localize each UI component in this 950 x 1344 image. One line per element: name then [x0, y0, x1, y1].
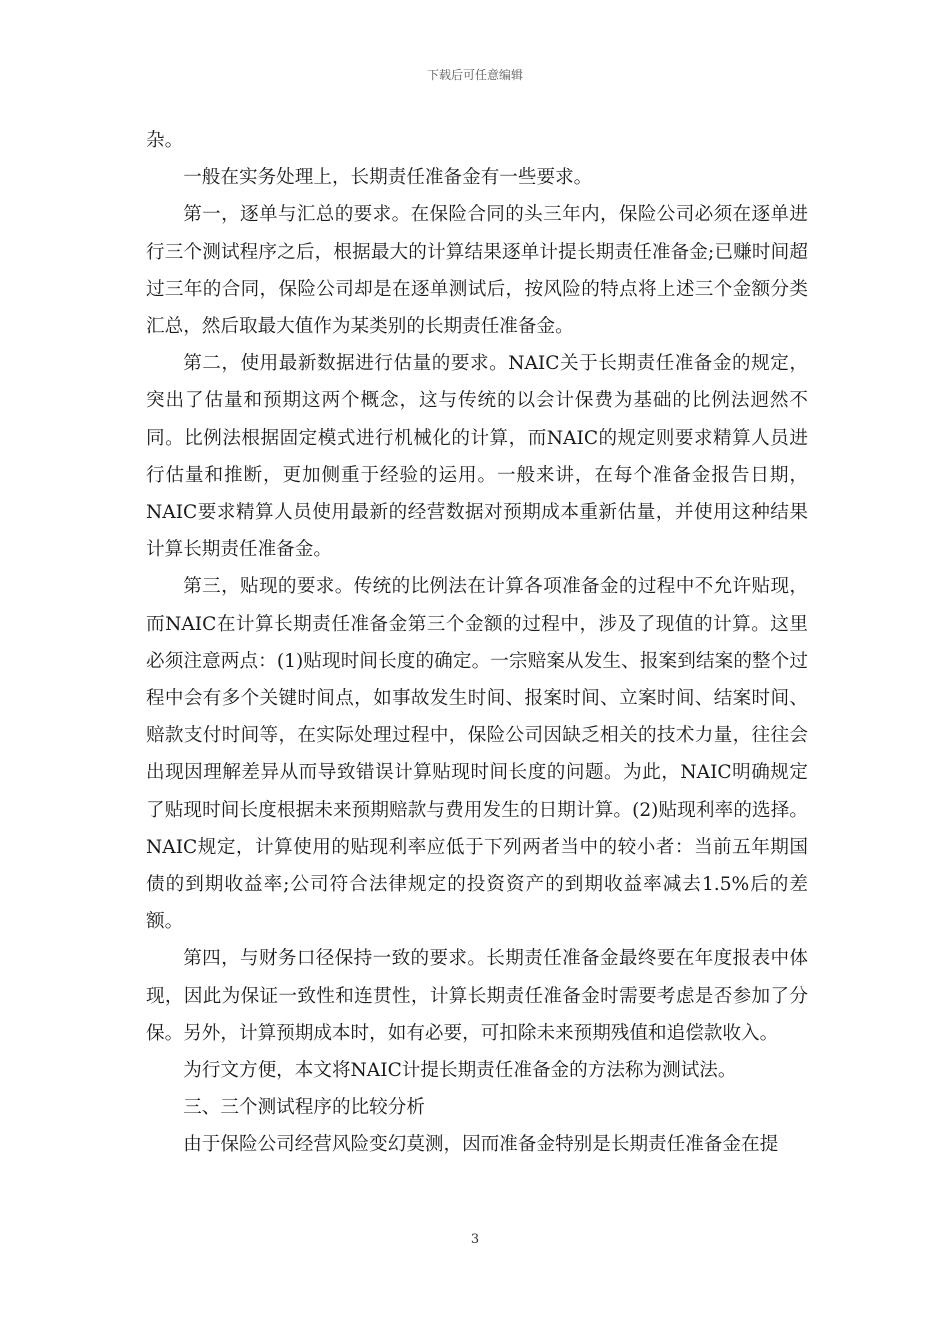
page-header: 下载后可任意编辑 — [426, 68, 523, 82]
document-body — [146, 122, 808, 1164]
page-number: 3 — [470, 1232, 480, 1247]
paragraph-third-requirement: 第三，贴现的要求。传统的比例法在计算各项准备金的过程中不允许贴现，而NAIC在计算长期责任准备金第三个金额的过程中，涉及了现值的计算。这里必须注意两点：(1)贴现时间长度的确定。一宗赔案从发生、报案到结案的整个过程中会有多个关键时间点，如事故发生时间、报案时间、立案时间、结案时间、赔款支付时间等，在实际处理过程中，保险公司因缺乏相关的技术力量，往往会出现因理解差异从而导致错误计算贴现时间长度的问题。为此，NAIC明确规定了贴现时间长度根据未来预期赔款与费用发生的日期计算。(2)贴现利率的选择。NAIC规定，计算使用的贴现利率应低于下列两者当中的较小者：当前五年期国债的到期收益率;公司符合法律规定的投资资产的到期收益率减去1.5%后的差额。 — [146, 576, 808, 933]
paragraph-first-requirement: 第一，逐单与汇总的要求。在保险合同的头三年内，保险公司必须在逐单进行三个测试程序之后，根据最大的计算结果逐单计提长期责任准备金;已赚时间超过三年的合同，保险公司却是在逐单测试后，按风险的特点将上述三个金额分类汇总，然后取最大值作为某类别的长期责任准备金。 — [146, 204, 808, 338]
paragraph-fourth-requirement: 第四，与财务口径保持一致的要求。长期责任准备金最终要在年度报表中体现，因此为保证一致性和连贯性，计算长期责任准备金时需要考虑是否参加了分保。另外，计算预期成本时，如有必要，可扣除未来预期残值和追偿款收入。 — [146, 948, 808, 1044]
paragraph-second-requirement: 第二，使用最新数据进行估量的要求。NAIC关于长期责任准备金的规定，突出了估量和预期这两个概念，这与传统的以会计保费为基础的比例法迥然不同。比例法根据固定模式进行机械化的计算，而NAIC的规定则要求精算人员进行估量和推断，更加侧重于经验的运用。一般来讲，在每个准备金报告日期，NAIC要求精算人员使用最新的经营数据对预期成本重新估量，并使用这种结果计算长期责任准备金。 — [146, 353, 808, 561]
paragraph-continuation: 杂。 — [146, 130, 184, 151]
paragraph-intro: 一般在实务处理上，长期责任准备金有一些要求。 — [183, 167, 593, 189]
paragraph-method-name: 为行文方便，本文将NAIC计提长期责任准备金的方法称为测试法。 — [183, 1060, 737, 1082]
section-heading: 三、三个测试程序的比较分析 — [183, 1097, 425, 1119]
paragraph-analysis-start: 由于保险公司经营风险变幻莫测，因而准备金特别是长期责任准备金在提 — [183, 1134, 779, 1156]
